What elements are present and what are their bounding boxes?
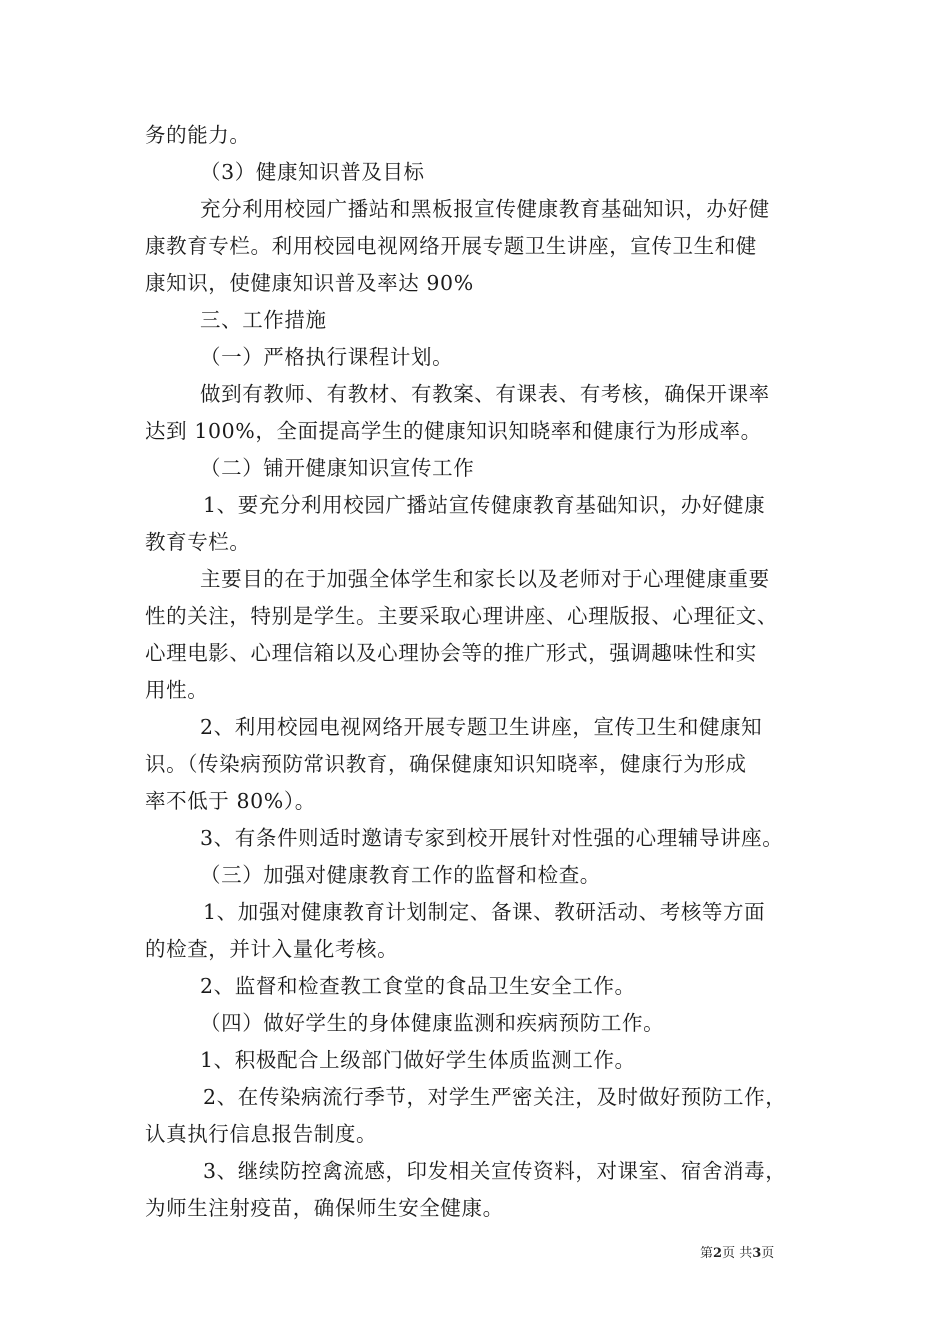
footer-suffix: 页	[761, 1246, 775, 1261]
text-line: 用性。	[145, 678, 209, 702]
text-line: 康知识，使健康知识普及率达 90%	[145, 271, 474, 295]
page-number-footer	[700, 1246, 774, 1262]
text-line: 3、继续防控禽流感，印发相关宣传资料，对课室、宿舍消毒，	[203, 1159, 787, 1183]
text-line: 康教育专栏。利用校园电视网络开展专题卫生讲座，宣传卫生和健	[145, 234, 757, 258]
text-line: 做到有教师、有教材、有教案、有课表、有考核，确保开课率	[200, 382, 770, 406]
footer-prefix: 第	[700, 1246, 714, 1261]
current-page-number: 2	[713, 1246, 723, 1261]
text-line: 识。（传染病预防常识教育，确保健康知识知晓率，健康行为形成	[145, 752, 747, 776]
footer-middle: 页 共	[722, 1246, 753, 1261]
text-line: 1、积极配合上级部门做好学生体质监测工作。	[200, 1048, 636, 1072]
subsection-heading: （一）严格执行课程计划。	[200, 345, 454, 369]
text-line: 主要目的在于加强全体学生和家长以及老师对于心理健康重要	[200, 567, 770, 591]
text-line: 3、有条件则适时邀请专家到校开展针对性强的心理辅导讲座。	[200, 826, 784, 850]
text-line: 的检查，并计入量化考核。	[145, 937, 399, 961]
text-line: 2、在传染病流行季节，对学生严密关注，及时做好预防工作，	[203, 1085, 787, 1109]
text-line: 教育专栏。	[145, 530, 251, 554]
text-line: 达到 100%，全面提高学生的健康知识知晓率和健康行为形成率。	[145, 419, 762, 443]
text-line: 务的能力。	[145, 123, 251, 147]
text-line: 率不低于 80%）。	[145, 789, 316, 813]
text-line: 1、要充分利用校园广播站宣传健康教育基础知识，办好健康	[203, 493, 766, 517]
text-line: 2、利用校园电视网络开展专题卫生讲座，宣传卫生和健康知	[200, 715, 763, 739]
text-line: 性的关注，特别是学生。主要采取心理讲座、心理版报、心理征文、	[145, 604, 778, 628]
text-line: 充分利用校园广播站和黑板报宣传健康教育基础知识，办好健	[200, 197, 770, 221]
text-line: 认真执行信息报告制度。	[145, 1122, 378, 1146]
section-heading: （3）健康知识普及目标	[200, 160, 425, 184]
text-line: 2、监督和检查教工食堂的食品卫生安全工作。	[200, 974, 636, 998]
subsection-heading: （二）铺开健康知识宣传工作	[200, 456, 475, 480]
total-pages-number: 3	[752, 1246, 762, 1261]
text-line: 为师生注射疫苗，确保师生安全健康。	[145, 1196, 504, 1220]
text-line: 1、加强对健康教育计划制定、备课、教研活动、考核等方面	[203, 900, 766, 924]
subsection-heading: （三）加强对健康教育工作的监督和检查。	[200, 863, 601, 887]
subsection-heading: （四）做好学生的身体健康监测和疾病预防工作。	[200, 1011, 665, 1035]
text-line: 心理电影、心理信箱以及心理协会等的推广形式，强调趣味性和实	[145, 641, 757, 665]
section-heading: 三、工作措施	[200, 308, 327, 332]
